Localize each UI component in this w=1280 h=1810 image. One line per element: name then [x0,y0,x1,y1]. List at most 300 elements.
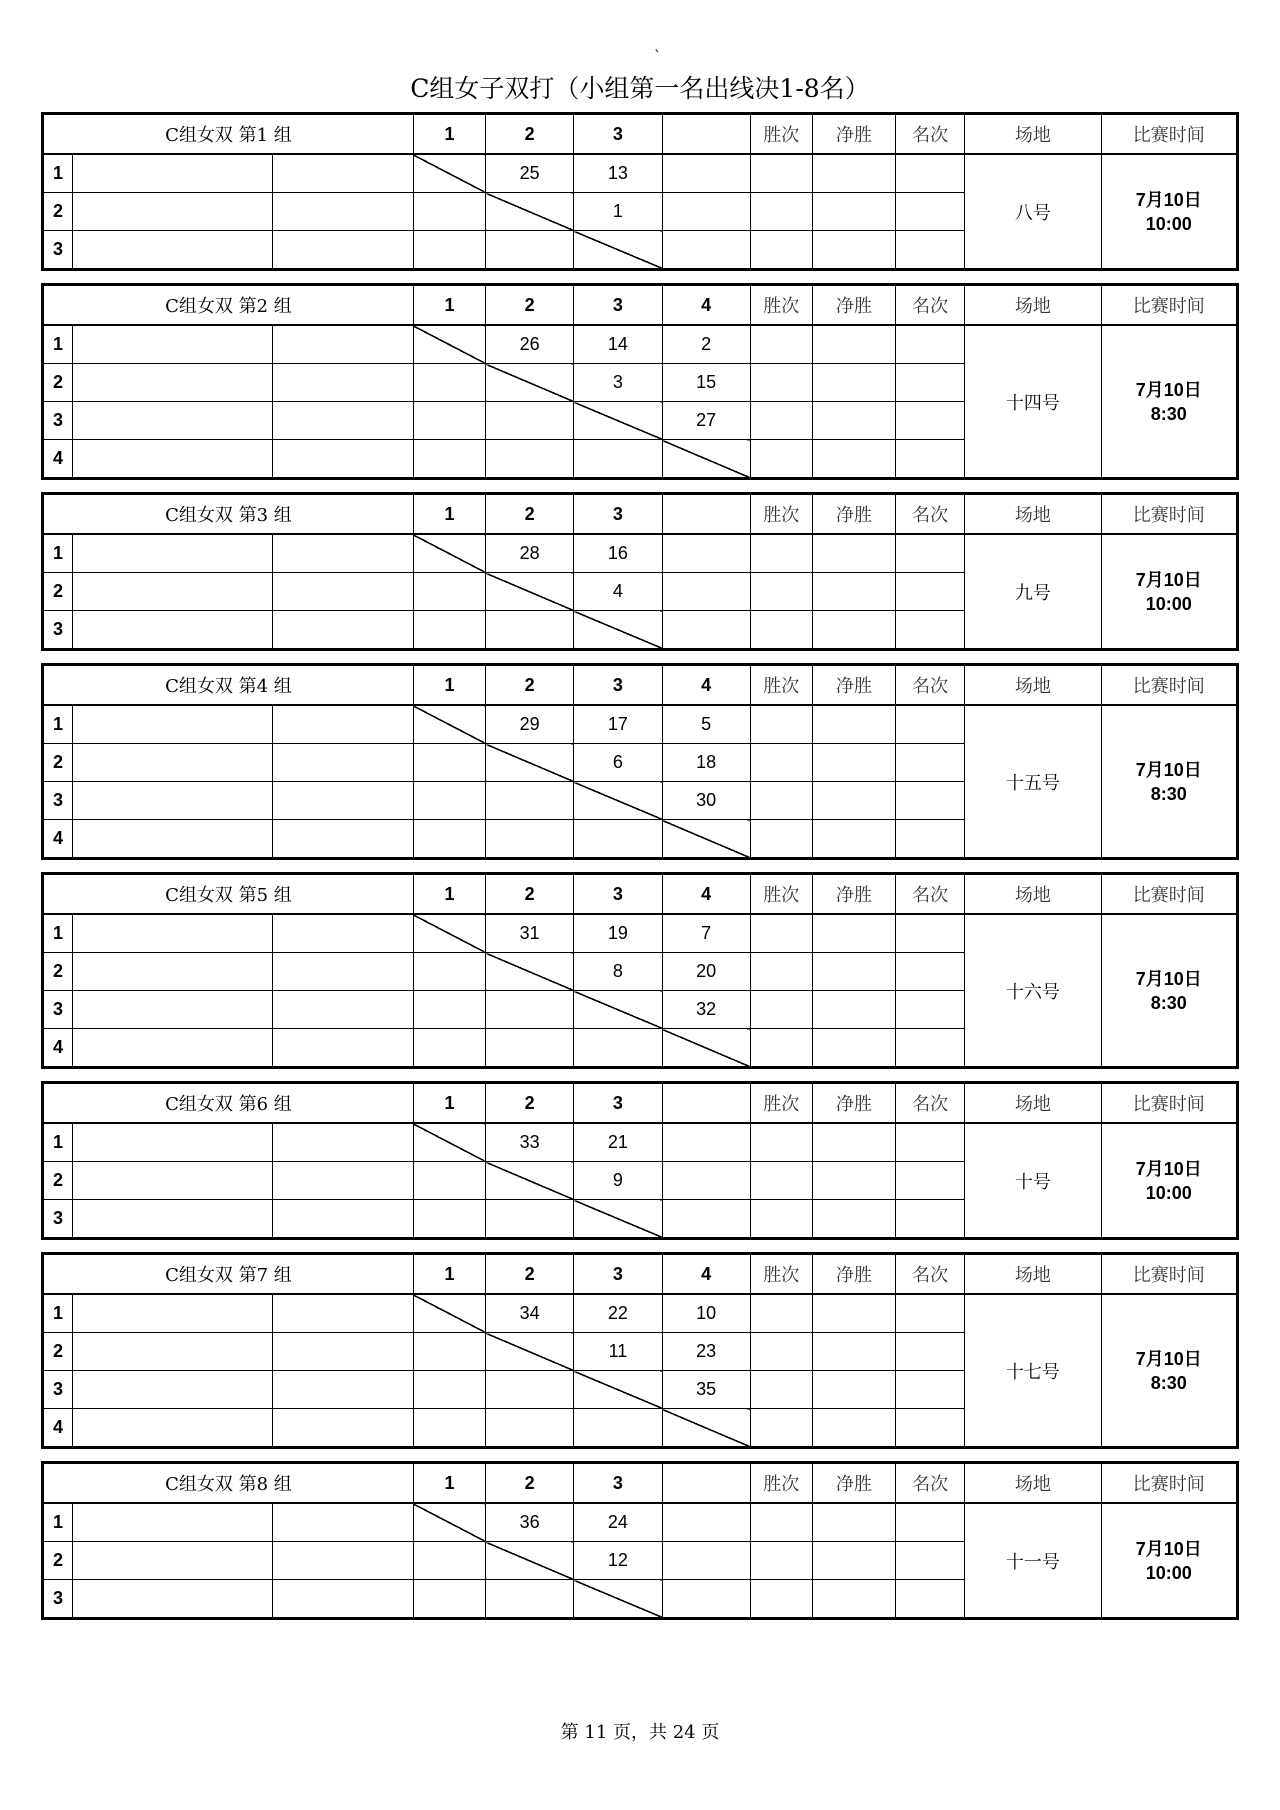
wins-cell [750,1371,812,1409]
column-number: 2 [486,494,574,535]
wins-cell [750,1162,812,1200]
rank-cell [896,1029,965,1068]
rank-cell [896,1409,965,1448]
row-index: 1 [43,914,73,953]
column-number: 1 [413,1254,485,1295]
match-cell [413,1200,485,1239]
wins-cell [750,1580,812,1619]
match-cell [662,1162,750,1200]
player-name-cell [73,440,273,479]
match-cell [662,534,750,573]
diagonal-cell [486,744,574,782]
column-number: 1 [413,285,485,326]
header-wins: 胜次 [750,114,812,155]
player-name-cell [73,364,273,402]
match-cell: 22 [574,1294,662,1333]
match-cell [413,1029,485,1068]
player-name-cell [73,1294,273,1333]
groups-container [41,112,1239,1632]
header-time: 比赛时间 [1101,285,1237,326]
player-team-cell [272,402,413,440]
player-name-cell [73,1123,273,1162]
row-index: 1 [43,325,73,364]
rank-cell [896,1200,965,1239]
match-cell [486,1371,574,1409]
rank-cell [896,611,965,650]
match-cell [486,1409,574,1448]
column-number [662,1463,750,1504]
match-cell [662,573,750,611]
player-team-cell [272,782,413,820]
player-name-cell [73,534,273,573]
column-number: 1 [413,1463,485,1504]
match-cell [413,1333,485,1371]
net-cell [812,1580,895,1619]
wins-cell [750,364,812,402]
match-cell: 14 [574,325,662,364]
player-name-cell [73,1503,273,1542]
column-number: 3 [574,1083,662,1124]
row-index: 4 [43,1409,73,1448]
column-number: 3 [574,665,662,706]
match-cell [486,820,574,859]
diagonal-cell [574,402,662,440]
player-team-cell [272,1333,413,1371]
net-cell [812,534,895,573]
wins-cell [750,1123,812,1162]
group-name: C组女双 第6 组 [43,1083,414,1124]
header-venue: 场地 [965,1083,1101,1124]
player-name-cell [73,991,273,1029]
diagonal-cell [574,1580,662,1619]
net-cell [812,820,895,859]
group-name: C组女双 第1 组 [43,114,414,155]
wins-cell [750,231,812,270]
match-cell [662,1580,750,1619]
diagonal-cell [486,1333,574,1371]
net-cell [812,193,895,231]
diagonal-cell [413,1294,485,1333]
header-net: 净胜 [812,285,895,326]
player-team-cell [272,231,413,270]
wins-cell [750,1029,812,1068]
net-cell [812,364,895,402]
column-number: 4 [662,285,750,326]
rank-cell [896,364,965,402]
net-cell [812,782,895,820]
match-cell [413,573,485,611]
header-venue: 场地 [965,1254,1101,1295]
header-wins: 胜次 [750,285,812,326]
net-cell [812,705,895,744]
diagonal-cell [486,953,574,991]
match-cell [413,782,485,820]
match-cell [662,1123,750,1162]
wins-cell [750,402,812,440]
wins-cell [750,914,812,953]
match-cell: 32 [662,991,750,1029]
group-row [43,325,1238,364]
match-clock: 8:30 [1150,992,1187,1013]
match-cell: 3 [574,364,662,402]
match-cell: 9 [574,1162,662,1200]
player-name-cell [73,705,273,744]
diagonal-cell [574,782,662,820]
player-name-cell [73,231,273,270]
match-cell [413,193,485,231]
match-cell: 19 [574,914,662,953]
player-team-cell [272,440,413,479]
diagonal-cell [413,325,485,364]
wins-cell [750,744,812,782]
group-table [41,1461,1239,1620]
row-index: 3 [43,782,73,820]
column-number: 3 [574,1254,662,1295]
wins-cell [750,440,812,479]
match-cell [413,402,485,440]
match-date: 7月10日 [1135,379,1202,400]
match-cell [662,611,750,650]
column-number: 2 [486,1083,574,1124]
header-rank: 名次 [896,874,965,915]
match-cell [486,991,574,1029]
wins-cell [750,154,812,193]
rank-cell [896,534,965,573]
row-index: 3 [43,231,73,270]
match-cell [413,991,485,1029]
diagonal-cell [574,231,662,270]
column-number: 1 [413,874,485,915]
net-cell [812,1200,895,1239]
match-cell [486,1580,574,1619]
header-wins: 胜次 [750,494,812,535]
venue-cell: 八号 [965,154,1101,270]
player-name-cell [73,744,273,782]
player-team-cell [272,1542,413,1580]
column-number: 2 [486,665,574,706]
net-cell [812,914,895,953]
group-row [43,1503,1238,1542]
row-index: 3 [43,402,73,440]
rank-cell [896,1333,965,1371]
venue-cell: 十五号 [965,705,1101,859]
group-table [41,1081,1239,1240]
player-name-cell [73,611,273,650]
column-number: 1 [413,1083,485,1124]
venue-cell: 九号 [965,534,1101,650]
diagonal-cell [413,705,485,744]
row-index: 2 [43,573,73,611]
column-number: 2 [486,1463,574,1504]
diagonal-cell [486,364,574,402]
header-net: 净胜 [812,1463,895,1504]
net-cell [812,402,895,440]
header-time: 比赛时间 [1101,874,1237,915]
match-cell [662,193,750,231]
rank-cell [896,953,965,991]
match-cell [413,1162,485,1200]
header-wins: 胜次 [750,1463,812,1504]
player-team-cell [272,1029,413,1068]
match-cell: 11 [574,1333,662,1371]
group-table [41,112,1239,271]
rank-cell [896,1542,965,1580]
header-time: 比赛时间 [1101,1254,1237,1295]
net-cell [812,1371,895,1409]
wins-cell [750,782,812,820]
row-index: 1 [43,1123,73,1162]
rank-cell [896,193,965,231]
match-cell [413,953,485,991]
net-cell [812,953,895,991]
match-cell: 1 [574,193,662,231]
column-number: 2 [486,285,574,326]
diagonal-cell [486,573,574,611]
group-name: C组女双 第3 组 [43,494,414,535]
header-time: 比赛时间 [1101,494,1237,535]
column-number [662,1083,750,1124]
match-date: 7月10日 [1135,1538,1202,1559]
group-name: C组女双 第5 组 [43,874,414,915]
player-name-cell [73,1371,273,1409]
match-cell: 13 [574,154,662,193]
match-cell [486,782,574,820]
diagonal-cell [486,1162,574,1200]
player-team-cell [272,534,413,573]
header-time: 比赛时间 [1101,1463,1237,1504]
group-row [43,1294,1238,1333]
column-number: 1 [413,665,485,706]
match-cell [662,154,750,193]
header-net: 净胜 [812,494,895,535]
diagonal-cell [662,820,750,859]
player-team-cell [272,1200,413,1239]
row-index: 2 [43,1542,73,1580]
net-cell [812,231,895,270]
time-cell [1101,914,1237,1068]
rank-cell [896,991,965,1029]
rank-cell [896,782,965,820]
row-index: 4 [43,820,73,859]
column-number: 1 [413,494,485,535]
match-date: 7月10日 [1135,569,1202,590]
column-number: 4 [662,665,750,706]
column-number: 3 [574,494,662,535]
player-team-cell [272,1371,413,1409]
row-index: 1 [43,154,73,193]
column-number: 3 [574,114,662,155]
net-cell [812,1123,895,1162]
player-team-cell [272,364,413,402]
column-number: 3 [574,285,662,326]
rank-cell [896,705,965,744]
match-cell: 18 [662,744,750,782]
match-cell [413,231,485,270]
time-cell [1101,1294,1237,1448]
diagonal-cell [662,1409,750,1448]
net-cell [812,991,895,1029]
time-cell [1101,534,1237,650]
wins-cell [750,1542,812,1580]
time-cell [1101,1503,1237,1619]
match-cell: 36 [486,1503,574,1542]
venue-cell: 十四号 [965,325,1101,479]
match-cell: 29 [486,705,574,744]
group-table [41,663,1239,860]
net-cell [812,1503,895,1542]
header-net: 净胜 [812,874,895,915]
row-index: 3 [43,991,73,1029]
net-cell [812,1162,895,1200]
player-name-cell [73,782,273,820]
match-cell: 23 [662,1333,750,1371]
match-cell [413,1580,485,1619]
match-cell [413,820,485,859]
row-index: 3 [43,611,73,650]
group-row [43,154,1238,193]
row-index: 2 [43,953,73,991]
match-cell [574,820,662,859]
player-name-cell [73,1542,273,1580]
venue-cell: 十号 [965,1123,1101,1239]
group-row [43,1123,1238,1162]
player-team-cell [272,1294,413,1333]
rank-cell [896,1123,965,1162]
page-footer: 第 11 页，共 24 页 [560,1722,720,1743]
net-cell [812,1542,895,1580]
net-cell [812,1409,895,1448]
match-cell [662,1200,750,1239]
column-number: 1 [413,114,485,155]
player-team-cell [272,193,413,231]
match-cell: 27 [662,402,750,440]
match-cell [574,440,662,479]
header-rank: 名次 [896,114,965,155]
player-team-cell [272,154,413,193]
net-cell [812,440,895,479]
match-cell [574,1029,662,1068]
match-date: 7月10日 [1135,189,1202,210]
match-cell: 20 [662,953,750,991]
rank-cell [896,1503,965,1542]
row-index: 1 [43,1503,73,1542]
rank-cell [896,440,965,479]
match-cell: 28 [486,534,574,573]
player-name-cell [73,1580,273,1619]
row-index: 3 [43,1371,73,1409]
header-rank: 名次 [896,494,965,535]
match-clock: 10:00 [1145,213,1192,234]
diagonal-cell [486,1542,574,1580]
player-team-cell [272,325,413,364]
header-rank: 名次 [896,1254,965,1295]
player-name-cell [73,1029,273,1068]
group-row [43,914,1238,953]
wins-cell [750,1503,812,1542]
match-cell: 34 [486,1294,574,1333]
match-cell: 10 [662,1294,750,1333]
player-team-cell [272,1162,413,1200]
header-venue: 场地 [965,114,1101,155]
player-name-cell [73,325,273,364]
venue-cell: 十一号 [965,1503,1101,1619]
match-clock: 10:00 [1145,593,1192,614]
match-cell: 31 [486,914,574,953]
header-venue: 场地 [965,874,1101,915]
column-number [662,494,750,535]
column-number: 4 [662,1254,750,1295]
diagonal-cell [413,1123,485,1162]
match-clock: 8:30 [1150,783,1187,804]
match-cell [662,1503,750,1542]
diagonal-cell [574,991,662,1029]
header-rank: 名次 [896,1463,965,1504]
match-cell: 4 [574,573,662,611]
rank-cell [896,154,965,193]
diagonal-cell [413,1503,485,1542]
player-team-cell [272,914,413,953]
net-cell [812,611,895,650]
column-number: 4 [662,874,750,915]
group-table [41,283,1239,480]
net-cell [812,325,895,364]
player-name-cell [73,953,273,991]
diagonal-cell [413,534,485,573]
header-time: 比赛时间 [1101,1083,1237,1124]
player-name-cell [73,820,273,859]
column-number [662,114,750,155]
group-row [43,534,1238,573]
match-cell [413,611,485,650]
match-cell [413,744,485,782]
row-index: 2 [43,1162,73,1200]
net-cell [812,573,895,611]
match-cell [413,1371,485,1409]
rank-cell [896,1371,965,1409]
player-team-cell [272,1503,413,1542]
diagonal-cell [574,1200,662,1239]
match-cell: 24 [574,1503,662,1542]
wins-cell [750,953,812,991]
rank-cell [896,1162,965,1200]
player-name-cell [73,402,273,440]
wins-cell [750,991,812,1029]
header-venue: 场地 [965,665,1101,706]
row-index: 4 [43,1029,73,1068]
match-cell: 6 [574,744,662,782]
header-net: 净胜 [812,1083,895,1124]
page-title: C组女子双打（小组第一名出线决1-8名） [410,74,870,103]
match-cell: 33 [486,1123,574,1162]
wins-cell [750,1333,812,1371]
player-name-cell [73,1333,273,1371]
rank-cell [896,402,965,440]
time-cell [1101,154,1237,270]
match-cell [413,440,485,479]
player-team-cell [272,705,413,744]
player-team-cell [272,820,413,859]
player-name-cell [73,573,273,611]
wins-cell [750,1409,812,1448]
match-cell: 15 [662,364,750,402]
player-team-cell [272,1580,413,1619]
player-team-cell [272,611,413,650]
match-cell [486,231,574,270]
group-row [43,705,1238,744]
match-cell: 25 [486,154,574,193]
row-index: 1 [43,534,73,573]
rank-cell [896,820,965,859]
